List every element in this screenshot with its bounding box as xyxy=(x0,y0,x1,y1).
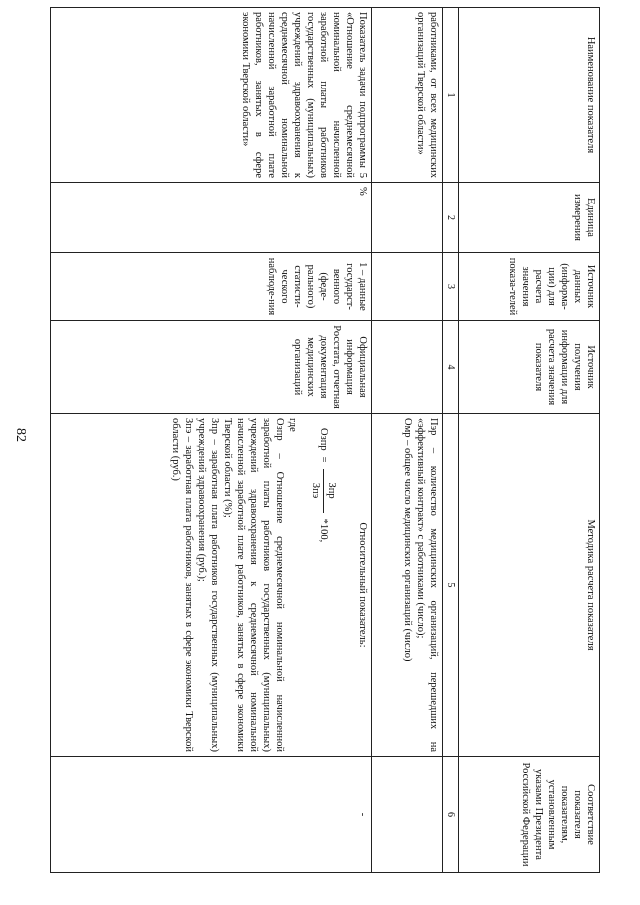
indicator-table xyxy=(50,7,600,873)
info-source-cell: Официальная информация Росстата, отчетная документация медицинских организаций xyxy=(51,321,372,414)
formula xyxy=(309,428,338,752)
method-line: Зпэ – заработная плата работников, занятых в сфере экономики Тверской области (руб.) xyxy=(170,418,194,752)
header-info-source: Источник получения информации для расчета значения показателя xyxy=(459,321,600,414)
method-cell xyxy=(372,414,443,757)
column-number: 2 xyxy=(443,183,459,253)
formula-denominator: Зпэ xyxy=(310,482,321,499)
formula-suffix: *100, xyxy=(318,518,329,543)
method-cell xyxy=(51,414,372,757)
formula-fraction xyxy=(309,469,338,513)
data-source-cell: 1 – данные государст-венного (феде-рального) статисти-ческого наблюде-ния xyxy=(51,253,372,321)
column-number: 4 xyxy=(443,321,459,414)
formula-numerator: Зпр xyxy=(323,469,338,513)
unit-cell: % xyxy=(51,183,372,253)
method-line: Озпр – Отношение среднемесячной номинальной начисленной заработной платы работников государственных (муниципальных) учреждений здравоохранения к среднемесячной номинальной начисленной заработной плате работников, занятых в сфере экономики Тверской области (%); xyxy=(222,418,285,752)
table-row xyxy=(51,8,372,873)
info-source-cell xyxy=(372,321,443,414)
formula-lhs: Озпр xyxy=(318,428,329,451)
header-data-source: Источник данных (информа-ции) для расчета значения показа-телей xyxy=(459,253,600,321)
header-compliance: Соответствие показателя показателям, установленным указами Президента Российской Федерации xyxy=(459,757,600,873)
method-line: Омр – общее число медицинских организаций (число) xyxy=(402,418,413,662)
table-row xyxy=(372,8,443,873)
column-number: 5 xyxy=(443,414,459,757)
header-unit: Единица измерения xyxy=(459,183,600,253)
column-number: 3 xyxy=(443,253,459,321)
header-row xyxy=(459,8,600,873)
method-line: Пэр – количество медицинских организаций, перешедших на «эффективный контракт» с работниками (число); xyxy=(415,418,439,752)
column-number-row xyxy=(443,8,459,873)
column-number: 1 xyxy=(443,8,459,183)
header-method: Методика расчета показателя xyxy=(459,414,600,757)
page-number: 82 xyxy=(13,428,28,442)
data-source-cell xyxy=(372,253,443,321)
compliance-cell: - xyxy=(51,757,372,873)
method-line: Зпр – заработная плата работников государственных (муниципальных) учреждений здравоохранения (руб.); xyxy=(196,418,220,752)
header-name: Наименование показателя xyxy=(459,8,600,183)
column-number: 6 xyxy=(443,757,459,873)
method-title: Относительный показатель: xyxy=(357,522,368,648)
unit-cell xyxy=(372,183,443,253)
formula-equals: = xyxy=(318,456,329,463)
indicator-name-cell: Показатель задачи подпрограммы 5 «Отношение среднемесячной номинальной начисленной заработной платы работников государственных (муниципальных) учреждений здравоохранения к среднемесячной номинальной начисленной заработной плате работников, занятых в сфере экономики Тверской области» xyxy=(51,8,372,183)
method-where: где xyxy=(287,418,298,432)
compliance-cell xyxy=(372,757,443,873)
table-sheet xyxy=(52,7,600,872)
indicator-name-cell: работниками, от всех медицинских организаций Тверской области» xyxy=(372,8,443,183)
